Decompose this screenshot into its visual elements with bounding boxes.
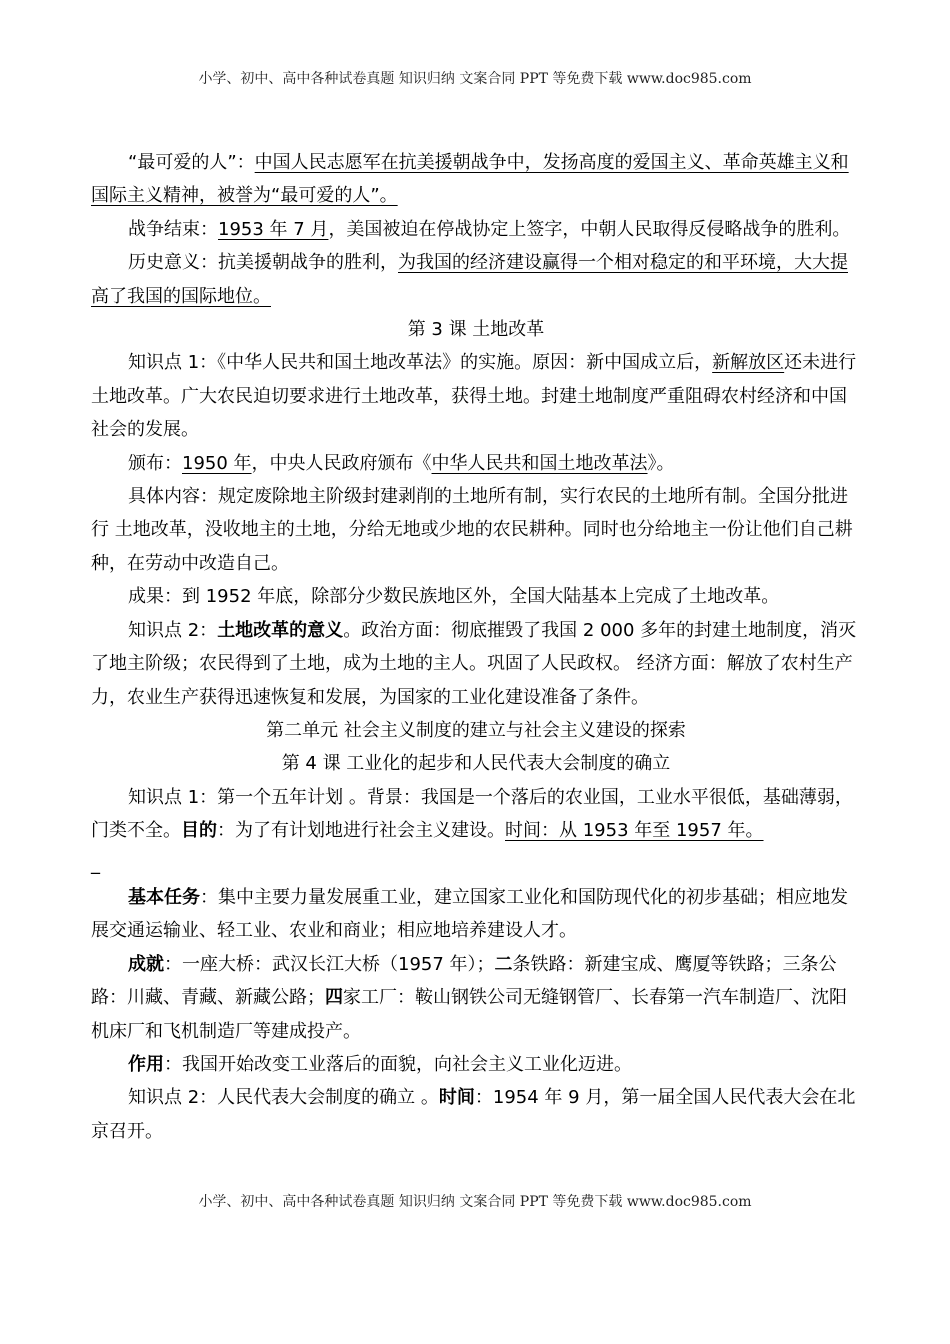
bold-text: 土地改革的意义 (217, 619, 344, 641)
bold-text: 时间 (438, 1087, 475, 1109)
text: 还未进行土地改革。广大农民迫切要求进行土地改革，获得土地。封建土地制度严重阻碍农村经济和中国社会的发展。 (91, 352, 857, 441)
bold-text: 目的 (181, 820, 217, 842)
text: 家工厂：鞍山钢铁公司无缝钢管厂、长春第一汽车制造厂、沈阳机床厂和飞机制造厂等建成投产。 (91, 987, 847, 1042)
bold-text: 基本任务 (128, 886, 200, 908)
text: 知识点 1：《中华人民共和国土地改革法》的实施。原因：新中国成立后， (128, 352, 713, 374)
text: 。政治方面：彻底摧毁了我国 2 000 多年的封建土地制度，消灭了地主阶级；农民得到了土地，成为土地的主人。巩固了人民政权。 经济方面：解放了农村生产力，农业生产获得迅速恢复和发展，为国家的工业化建设准备了条件。 (91, 619, 857, 708)
underlined-text: 新解放区 (712, 352, 785, 374)
page-footer: 小学、初中、高中各种试卷真题 知识归纳 文案合同 PPT 等免费下载 www.doc985.com (198, 1194, 752, 1210)
label: “最可爱的人”： (128, 152, 255, 173)
text: ，美国被迫在停战协定上签字，中朝人民取得反侵略战争的胜利。 (328, 218, 851, 240)
paragraph-peoples-congress (91, 1081, 861, 1148)
paragraph-promulgation (91, 447, 861, 480)
text: ，中央人民政府颁布《 (251, 452, 432, 474)
text: ：1954 年 9 月，第一届全国人民代表大会在北京召开。 (91, 1087, 856, 1142)
paragraph-specific-content: 具体内容：规定废除地主阶级封建剥削的土地所有制，实行农民的土地所有制。全国分批进行 土地改革，没收地主的土地，分给无地或少地的农民耕种。同时也分给地主一份让他们自己耕种，在劳动中改造自己。 (91, 486, 853, 574)
page-header: 小学、初中、高中各种试卷真题 知识归纳 文案合同 PPT 等免费下载 www.doc985.com (198, 71, 752, 87)
text: 知识点 1：第一个五年计划 。背景：我国是一个落后的农业国，工业水平很低，基础薄弱，门类不全。 (91, 786, 853, 842)
paragraph-underline-remainder (91, 848, 861, 881)
text: 知识点 2：人民代表大会制度的确立 。 (128, 1087, 439, 1109)
text: ：我国开始改变工业落后的面貌，向社会主义工业化迈进。 (164, 1053, 632, 1075)
bold-text: 成就 (128, 953, 164, 975)
underlined-date: 1953 年 7 月 (218, 218, 329, 240)
lesson-4-title: 第 4 课 工业化的起步和人民代表大会制度的确立 (281, 753, 671, 775)
paragraph-war-end (91, 213, 861, 246)
underlined-text: 为我国的经济建设赢得一个相对稳定的和平环境，大大提高了我国的国际地位。 (91, 252, 848, 307)
paragraph-results: 成果：到 1952 年底，除部分少数民族地区外，全国大陆基本上完成了土地改革。 (128, 586, 780, 608)
text: 》。 (647, 452, 675, 474)
lesson-3-title: 第 3 课 土地改革 (407, 319, 545, 341)
paragraph-knowledge-point-2 (91, 614, 861, 714)
label: 颁布： (128, 452, 182, 474)
text: 抗美援朝战争的胜利， (218, 252, 398, 274)
document-body (91, 146, 861, 1148)
label: 战争结束： (128, 218, 218, 240)
bold-text: 二 (494, 953, 513, 975)
paragraph-first-five-year-plan (91, 781, 861, 848)
paragraph-effect (91, 1048, 861, 1081)
text: 知识点 2： (128, 619, 218, 641)
text: ：为了有计划地进行社会主义建设。 (217, 820, 505, 842)
underlined-law: 中华人民共和国土地改革法 (431, 452, 648, 474)
underlined-text: 中国人民志愿军在抗美援朝战争中，发扬高度的爱国主义、革命英雄主义和国际主义精神，被誉为“最可爱的人”。 (91, 152, 849, 207)
paragraph-basic-tasks (91, 881, 861, 948)
underlined-year: 1950 年 (182, 452, 252, 474)
trailing-mark: _ (91, 853, 100, 875)
label: 历史意义： (128, 252, 218, 274)
paragraph-achievements (91, 948, 861, 1048)
text: ：集中主要力量发展重工业，建立国家工业化和国防现代化的初步基础；相应地发展交通运输业、轻工业、农业和商业；相应地培养建设人才。 (91, 886, 848, 942)
paragraph-historical-significance (91, 246, 861, 313)
bold-text: 作用 (128, 1053, 164, 1075)
text: 条铁路：新建宝成、鹰厦等铁路；三条公路：川藏、青藏、新藏公路； (91, 953, 837, 1009)
underlined-text: 时间：从 1953 年至 1957 年。 (505, 820, 764, 842)
text: ：一座大桥：武汉长江大桥（1957 年）； (164, 953, 495, 975)
bold-text: 四 (325, 987, 343, 1009)
paragraph-knowledge-point-1 (91, 346, 861, 446)
unit-2-title: 第二单元 社会主义制度的建立与社会主义建设的探索 (266, 719, 686, 741)
paragraph-most-lovable-people (91, 146, 861, 213)
